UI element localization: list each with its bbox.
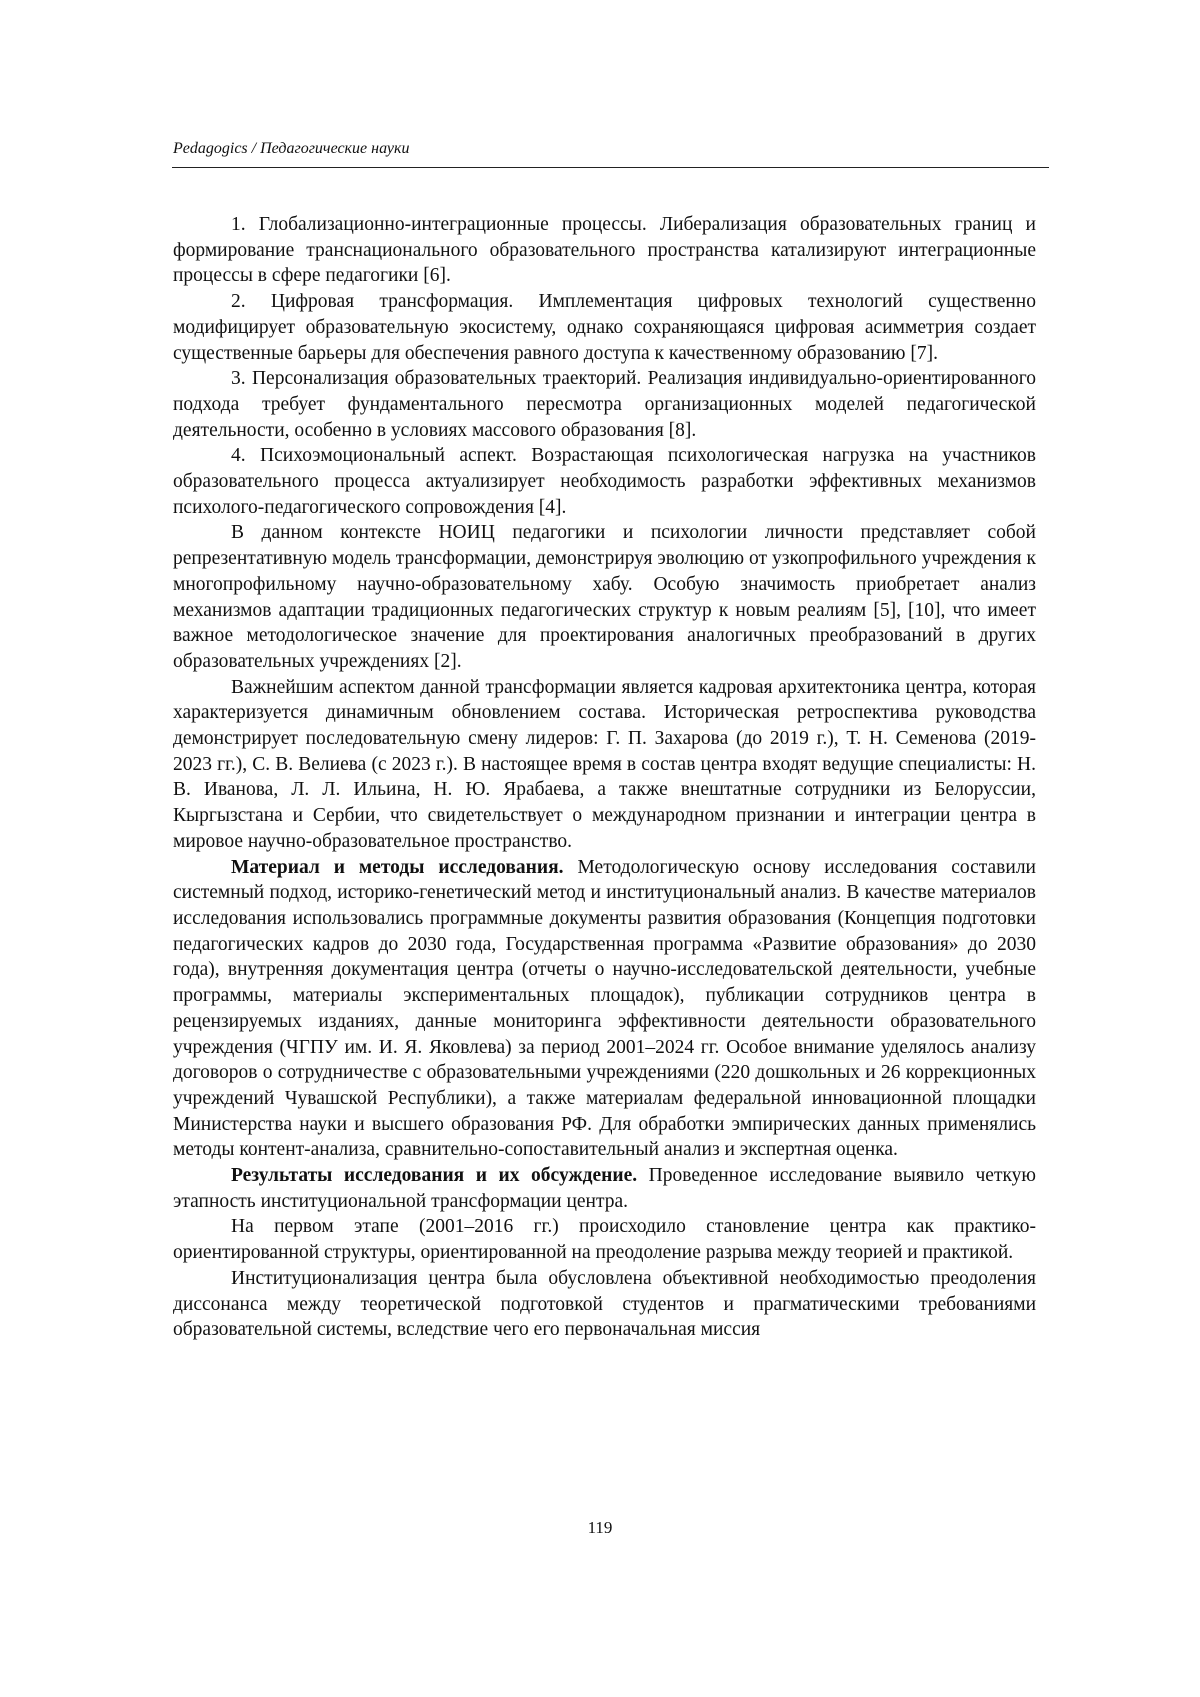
paragraph	[173, 366, 1036, 443]
paragraph-text: В данном контексте НОИЦ педагогики и психологии личности представляет собой репрезентативную модель трансформации, демонстрируя эволюцию от узкопрофильного учреждения к многопрофильному научно-образовательному хабу. Особую значимость приобретает анализ механизмов адаптации традиционных педагогических структур к новым реалиям [5], [10], что имеет важное методологическое значение для проектирования аналогичных преобразований в других образовательных учреждениях [2].	[173, 522, 1036, 672]
page-number: 119	[587, 1518, 613, 1537]
paragraph-text: 1. Глобализационно-интеграционные процессы. Либерализация образовательных границ и формирование транснационального образовательного пространства катализируют интеграционные процессы в сфере педагогики [6].	[173, 214, 1036, 287]
paragraph-text: Методологическую основу исследования составили системный подход, историко-генетический метод и институциональный анализ. В качестве материалов исследования использовались программные документы развития образования (Концепция подготовки педагогических кадров до 2030 года, Государственная программа «Развитие образования» до 2030 года), внутренняя документация центра (отчеты о научно-исследовательской деятельности, учебные программы, материалы экспериментальных площадок), публикации сотрудников центра в рецензируемых изданиях, данные мониторинга эффективности деятельности образовательного учреждения (ЧГПУ им. И. Я. Яковлева) за период 2001–2024 гг. Особое внимание уделялось анализу договоров о сотрудничестве с образовательными учреждениями (220 дошкольных и 26 коррекционных учреждений Чувашской Республики), а также материалам федеральной инновационной площадки Министерства науки и высшего образования РФ. Для обработки эмпирических данных применялись методы контент-анализа, сравнительно-сопоставительный анализ и экспертная оценка.	[173, 856, 1036, 1161]
header-divider	[172, 167, 1049, 168]
paragraph	[173, 1214, 1036, 1265]
section-results-discussion	[173, 1163, 1036, 1214]
paragraph	[173, 289, 1036, 366]
paragraph-text: Проведенное исследование выявило четкую этапность институциональной трансформации центра.	[173, 1165, 1036, 1212]
paragraph-text: 4. Психоэмоциональный аспект. Возрастающая психологическая нагрузка на участников образовательного процесса актуализирует необходимость разработки эффективных механизмов психолого-педагогического сопровождения [4].	[173, 445, 1036, 518]
paragraph	[173, 1266, 1036, 1343]
paragraph	[173, 675, 1036, 855]
paragraph-text: На первом этапе (2001–2016 гг.) происходило становление центра как практико-ориентированной структуры, ориентированной на преодоление разрыва между теорией и практикой.	[173, 1216, 1036, 1264]
article-body	[173, 212, 1036, 1343]
paragraph	[173, 443, 1036, 520]
paragraph-text: Важнейшим аспектом данной трансформации является кадровая архитектоника центра, которая характеризуется динамичным обновлением состава. Историческая ретроспектива руководства демонстрирует последовательную смену лидеров: Г. П. Захарова (до 2019 г.), Т. Н. Семенова (2019-2023 гг.), С. В. Велиева (с 2023 г.). В настоящее время в состав центра входят ведущие специалисты: Н. В. Иванова, Л. Л. Ильина, Н. Ю. Ярабаева, а также внештатные сотрудники из Белоруссии, Кыргызстана и Сербии, что свидетельствует о международном признании и интеграции центра в мировое научно-образовательное пространство.	[173, 676, 1036, 852]
section-heading: Результаты исследования и их обсуждение.	[231, 1165, 638, 1187]
section-materials-methods	[173, 855, 1036, 1163]
paragraph	[173, 520, 1036, 674]
paragraph	[173, 212, 1036, 289]
paragraph-text: 3. Персонализация образовательных траекторий. Реализация индивидуально-ориентированного подхода требует фундаментального пересмотра организационных моделей педагогической деятельности, особенно в условиях массового образования [8].	[173, 368, 1036, 441]
paragraph-text: 2. Цифровая трансформация. Имплементация цифровых технологий существенно модифицирует образовательную экосистему, однако сохраняющаяся цифровая асимметрия создает существенные барьеры для обеспечения равного доступа к качественному образованию [7].	[173, 291, 1036, 364]
paragraph-text: Институционализация центра была обусловлена объективной необходимостью преодоления диссонанса между теоретической подготовкой студентов и прагматическими требованиями образовательной системы, вследствие чего его первоначальная миссия	[173, 1267, 1036, 1341]
running-header: Pedagogics / Педагогические науки	[173, 140, 410, 157]
section-heading: Материал и методы исследования.	[231, 856, 564, 878]
